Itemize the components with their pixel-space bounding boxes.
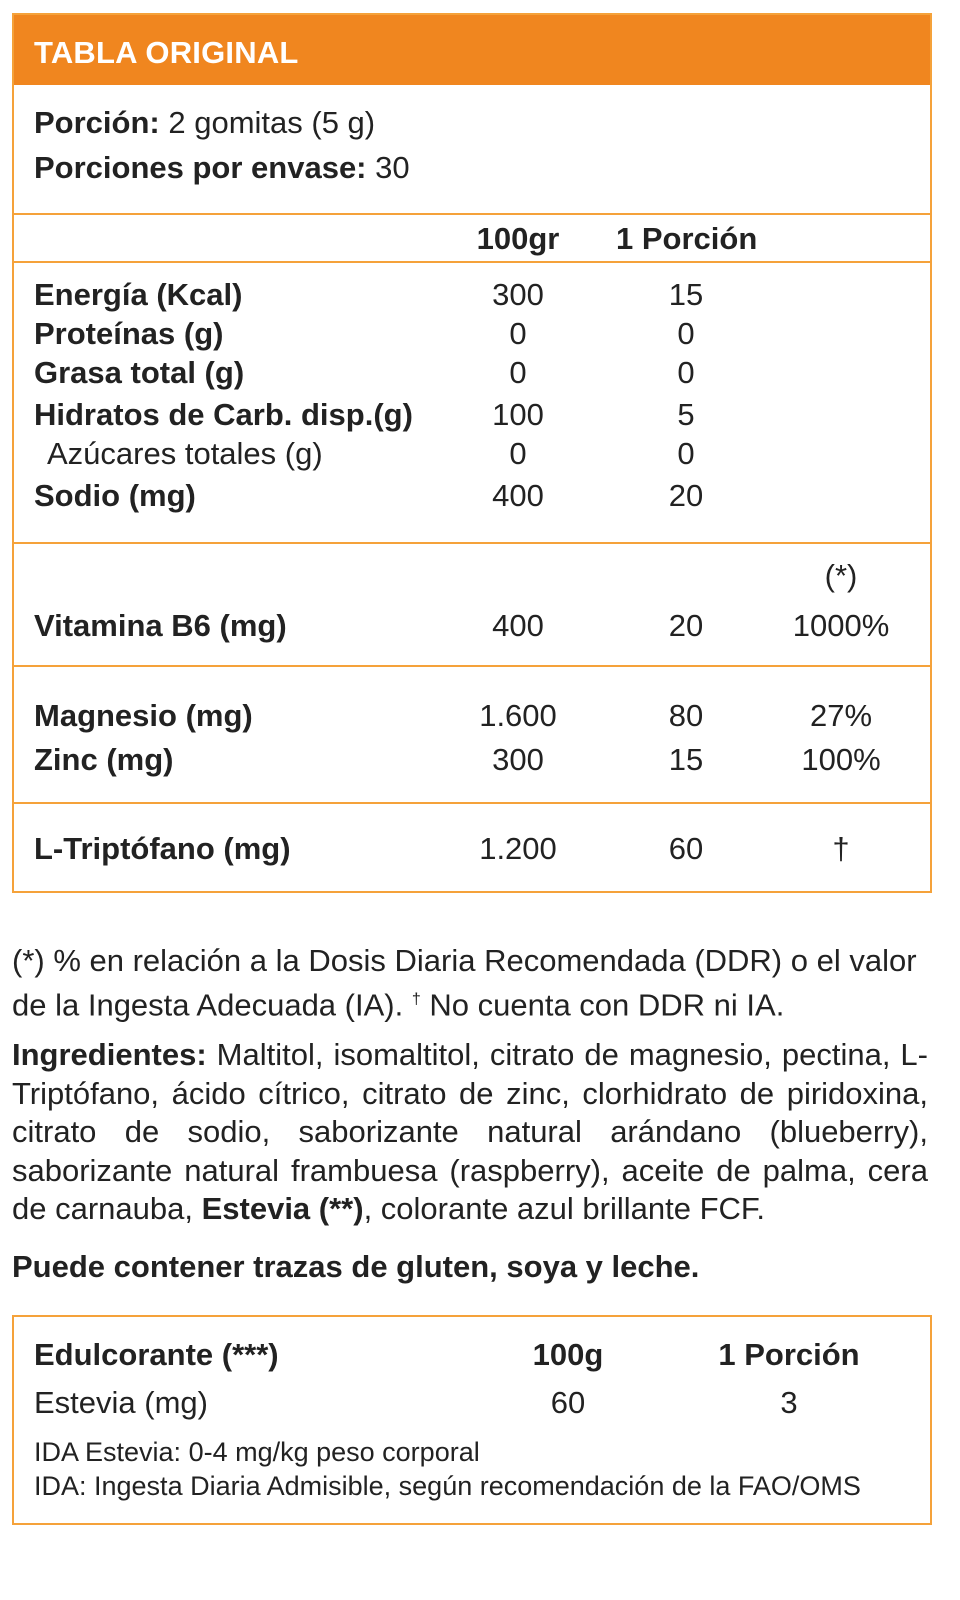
row-value-portion: 0 — [677, 355, 695, 390]
row-name: Energía (Kcal) — [34, 277, 243, 312]
row-name: Grasa total (g) — [34, 355, 245, 390]
servings-per-container — [34, 150, 410, 186]
row-value-portion: 5 — [677, 397, 695, 432]
row-value-percent: † — [832, 831, 850, 866]
ddr-marker: (*) — [824, 558, 858, 593]
row-value-percent: 100% — [801, 742, 881, 777]
serving-value: 2 gomitas (5 g) — [168, 105, 376, 140]
column-header-portion: 1 Porción — [718, 1337, 860, 1372]
row-name: Proteínas (g) — [34, 316, 224, 351]
table-header-bar — [14, 15, 930, 85]
column-header-100gr: 100gr — [476, 221, 560, 256]
ingredients — [12, 1036, 928, 1229]
dagger-mark: † — [411, 990, 421, 1008]
row-value-portion: 15 — [668, 277, 704, 312]
row-value-100: 0 — [509, 316, 527, 351]
row-value-percent: 1000% — [792, 608, 890, 643]
divider — [14, 665, 930, 667]
row-name: Hidratos de Carb. disp.(g) — [34, 397, 413, 432]
ida-definition: IDA: Ingesta Diaria Admisible, según recomendación de la FAO/OMS — [34, 1471, 861, 1501]
row-name: Sodio (mg) — [34, 478, 196, 513]
sweetener-name: Estevia (mg) — [34, 1385, 208, 1420]
row-name: Azúcares totales (g) — [47, 436, 323, 471]
row-value-portion: 0 — [677, 436, 695, 471]
sweetener-title: Edulcorante (***) — [34, 1337, 279, 1372]
row-value-portion: 20 — [668, 608, 704, 643]
column-header-portion: 1 Porción — [616, 221, 758, 256]
footnote-text-2: No cuenta con DDR ni IA. — [420, 986, 785, 1022]
nutrition-table — [12, 13, 932, 893]
sweetener-table — [12, 1315, 932, 1525]
row-value-100: 400 — [492, 608, 544, 643]
column-header-100g: 100g — [532, 1337, 604, 1372]
row-value-100: 1.200 — [479, 831, 557, 866]
ingredients-label: Ingredientes: — [12, 1037, 207, 1072]
row-value-portion: 60 — [668, 831, 704, 866]
ingredients-stevia: Estevia (**) — [201, 1191, 364, 1227]
row-value-100: 300 — [492, 277, 544, 312]
row-name: Magnesio (mg) — [34, 698, 253, 733]
row-name: L-Triptófano (mg) — [34, 831, 291, 866]
row-name: Zinc (mg) — [34, 742, 174, 777]
row-value-100: 400 — [492, 478, 544, 513]
row-value-100: 0 — [509, 355, 527, 390]
row-value-100: 100 — [492, 397, 544, 432]
sweetener-value-portion: 3 — [780, 1385, 798, 1420]
row-value-portion: 20 — [668, 478, 704, 513]
ingredients-text-2: , colorante azul brillante FCF. — [363, 1191, 766, 1227]
divider — [14, 542, 930, 544]
divider — [14, 261, 930, 263]
row-value-100: 0 — [509, 436, 527, 471]
serving-label: Porción: — [34, 105, 160, 140]
divider — [14, 802, 930, 804]
allergen-warning: Puede contener trazas de gluten, soya y leche. — [12, 1249, 700, 1284]
row-value-percent: 27% — [809, 698, 873, 733]
ingredients-text: Maltitol, isomaltitol, citrato de magnesio, pectina, L-Triptófano, ácido cítrico, citrato de zinc, clorhidrato de piridoxina, citrato de sodio, saborizante natural arándano (blueberry), saborizante natural frambuesa (raspberry), aceite de palma, cera de carnauba, — [12, 1037, 928, 1227]
row-value-portion: 0 — [677, 316, 695, 351]
servings-value: 30 — [375, 150, 410, 185]
ida-note: IDA Estevia: 0-4 mg/kg peso corporal — [34, 1437, 480, 1467]
divider — [14, 213, 930, 215]
footnote — [12, 942, 928, 1025]
row-value-portion: 80 — [668, 698, 704, 733]
row-value-100: 300 — [492, 742, 544, 777]
footnote-text: (*) % en relación a la Dosis Diaria Recomendada (DDR) o el valor de la Ingesta Adecuada (IA). — [12, 943, 917, 1022]
serving-size — [34, 105, 375, 141]
table-title: TABLA ORIGINAL — [34, 35, 299, 70]
row-value-100: 1.600 — [479, 698, 557, 733]
row-name: Vitamina B6 (mg) — [34, 608, 287, 643]
servings-label: Porciones por envase: — [34, 150, 367, 185]
row-value-portion: 15 — [668, 742, 704, 777]
sweetener-value-100: 60 — [550, 1385, 586, 1420]
